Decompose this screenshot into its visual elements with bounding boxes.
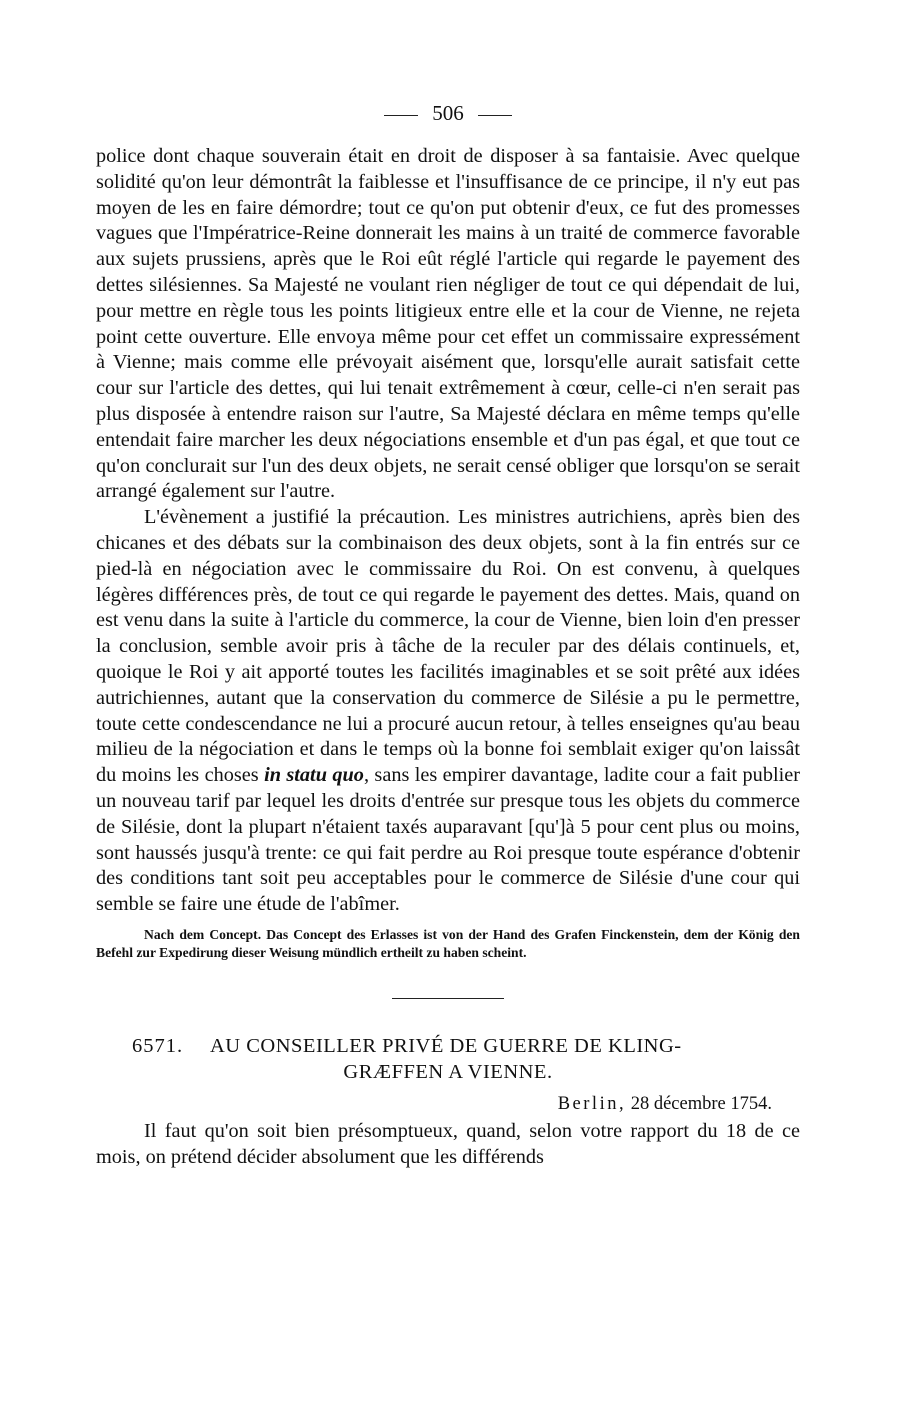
page-header	[96, 96, 800, 130]
dateline-date: 28 décembre 1754.	[630, 1093, 772, 1114]
second-paragraph	[96, 505, 800, 918]
second-paragraph-text-a: L'évènement a justifié la précaution. Les ministres autrichiens, après bien des chicanes et des débats sur la combinaison des deux objets, sont à la fin entrés sur ce pied-là en négociation avec le commissaire du Roi. On est convenu, à quelques légères différences près, de tout ce qui regarde le payement des dettes. Mais, quand on est venu dans la suite à l'article du commerce, la cour de Vienne, bien loin d'en presser la conclusion, semble avoir pris à tâche de la reculer par des délais continuels, et, quoique le Roi y ait apporté toutes les facilités imaginables et se soit prêté aux idées autrichiennes, autant que la conservation du commerce de Silésie a pu le permettre, toute cette condescendance ne lui a procuré aucun retour, à telles enseignes qu'au beau milieu de la négociation et dans le temps où la bonne foi semblait exiger qu'on laissât du moins les choses	[96, 506, 800, 787]
continuation-paragraph: police dont chaque souverain était en droit de disposer à sa fantaisie. Avec quelque solidité qu'on leur démontrât la faiblesse et l'insuffisance de ce principe, il n'y eut pas moyen de les en faire démordre; tout ce qu'on put obtenir d'eux, ce fut des promesses vagues que l'Impératrice-Reine donnerait les mains à un traité de commerce favorable aux sujets prussiens, après que le Roi eût réglé l'article qui regarde le payement des dettes silésiennes. Sa Majesté ne voulant rien négliger de tout ce qui dépendait de lui, pour mettre en règle tous les points litigieux entre elle et la cour de Vienne, ne rejeta point cette ouverture. Elle envoya même pour cet effet un commissaire expressément à Vienne; mais comme elle prévoyait aisément que, lorsqu'elle aurait satisfait cette cour sur l'article des dettes, qui lui tenait extrêmement à cœur, celle-ci n'en serait pas plus disposée à entendre raison sur l'autre, Sa Majesté déclara en même temps qu'elle entendait faire marcher les deux négociations ensemble et d'un pas égal, et que tout ce qu'on conclurait sur l'un des deux objets, ne serait censé obliger que lorsqu'on se serait arrangé également sur l'autre.	[96, 145, 800, 503]
header-dash-left	[384, 115, 418, 116]
dateline	[96, 1091, 800, 1117]
second-paragraph-text-b: , sans les empirer davantage, ladite cour a fait publier un nouveau tarif par lequel les droits d'entrée sur presque tous les objets du commerce de Silésie, dont la plupart n'étaient taxés auparavant [qu']à 5 pour cent plus ou moins, sont haussés jusqu'à trente: ce qui fait perdre au Roi presque toute espérance d'obtenir des conditions tant soit peu acceptables pour le commerce de Silésie d'une cour qui semble se faire une étude de l'abîmer.	[96, 764, 800, 916]
italic-latin-phrase: in statu quo	[264, 764, 364, 787]
document-title-line-2: GRÆFFEN A VIENNE.	[343, 1060, 553, 1083]
letter-opening: Il faut qu'on soit bien présomptueux, quand, selon votre rapport du 18 de ce mois, on prétend décider absolument que les différends	[96, 1119, 800, 1168]
document-number: 6571.	[132, 1034, 184, 1057]
source-footnote: Nach dem Concept. Das Concept des Erlasses ist von der Hand des Grafen Finckenstein, dem der König den Befehl zur Expedirung dieser Weisung mündlich ertheilt zu haben scheint.	[96, 926, 800, 960]
header-dash-right	[478, 115, 512, 116]
book-page	[96, 96, 800, 1171]
document-heading	[96, 1033, 800, 1085]
page-number: 506	[432, 101, 464, 125]
dateline-place: Berlin,	[557, 1093, 627, 1114]
document-title-line-1: AU CONSEILLER PRIVÉ DE GUERRE DE KLING-	[210, 1034, 682, 1057]
section-divider	[392, 998, 504, 999]
